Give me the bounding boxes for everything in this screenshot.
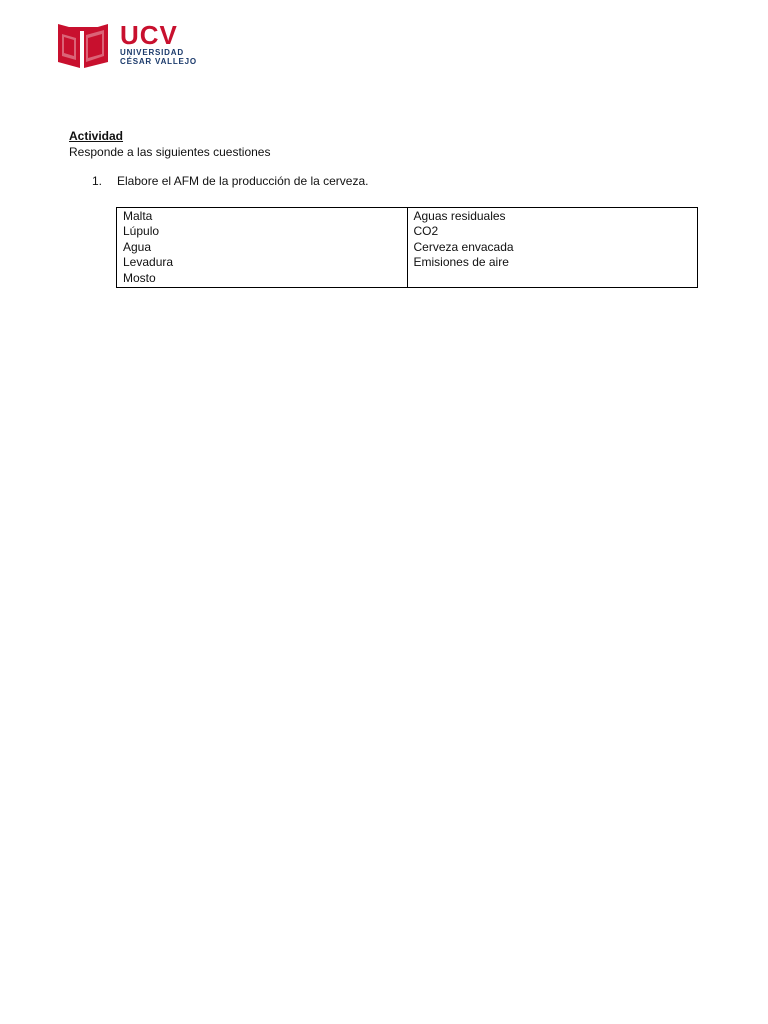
- question-text: Elabore el AFM de la producción de la cerveza.: [117, 174, 369, 188]
- logo-line-2: CÉSAR VALLEJO: [120, 57, 197, 66]
- table-row: [117, 208, 698, 288]
- input-item: Mosto: [123, 270, 156, 285]
- outputs-cell: [407, 208, 698, 288]
- output-item: Emisiones de aire: [413, 255, 509, 270]
- input-item: Agua: [123, 239, 152, 254]
- input-item: Malta: [123, 209, 153, 223]
- activity-title: Actividad: [69, 129, 124, 143]
- logo-wordmark: [120, 22, 198, 66]
- question-item: [69, 174, 709, 189]
- input-item: Levadura: [123, 255, 174, 270]
- question-list: [69, 174, 709, 189]
- afm-table: [116, 207, 698, 288]
- output-item: Aguas residuales: [413, 209, 506, 223]
- logo-line-1: UNIVERSIDAD: [120, 48, 184, 57]
- inputs-cell: [117, 208, 408, 288]
- logo-acronym: UCV: [120, 22, 178, 50]
- question-number: 1.: [92, 174, 103, 188]
- activity-subtitle: Responde a las siguientes cuestiones: [69, 145, 271, 159]
- activity-section: [69, 129, 709, 285]
- ucv-logo: [58, 22, 198, 70]
- output-item: CO2: [413, 224, 439, 239]
- output-item: Cerveza envacada: [413, 239, 514, 254]
- input-item: Lúpulo: [123, 224, 160, 239]
- ucv-shield-icon: [58, 22, 108, 68]
